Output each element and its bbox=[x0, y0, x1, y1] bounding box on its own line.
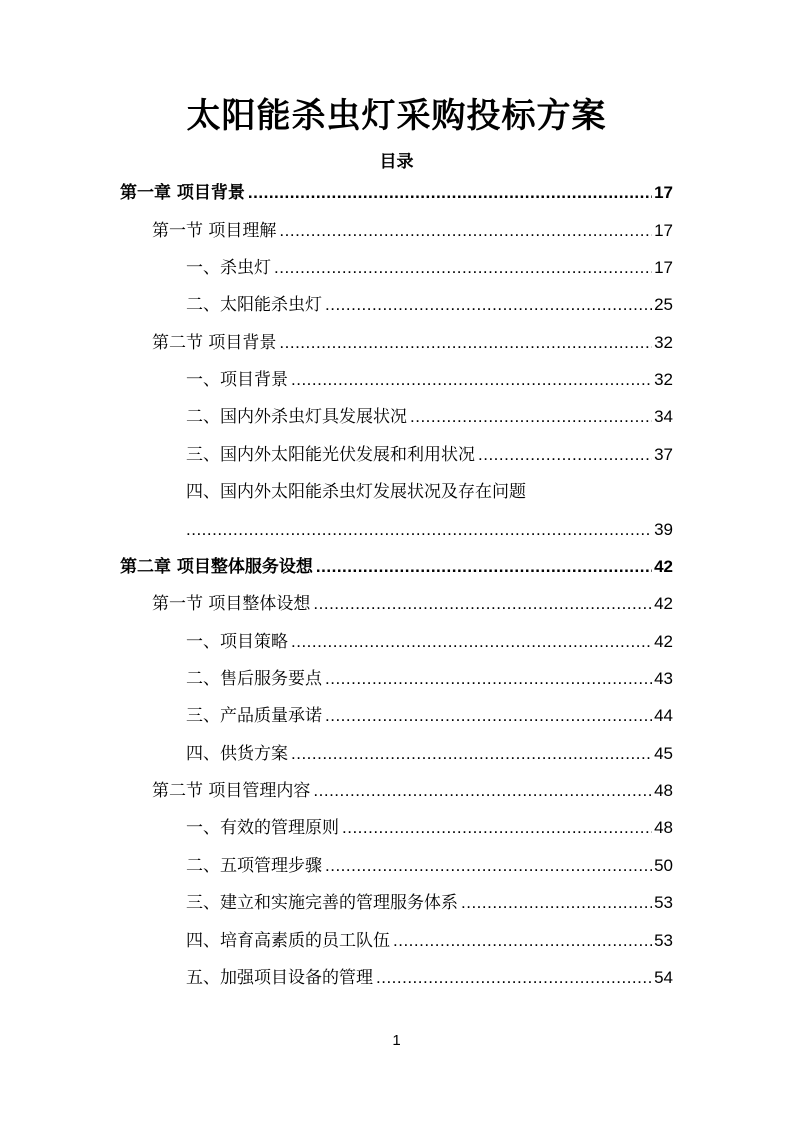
toc-page-number: 32 bbox=[654, 333, 673, 352]
toc-item[interactable] bbox=[186, 740, 673, 768]
toc-leader-dots bbox=[342, 814, 652, 842]
toc-page-number: 32 bbox=[654, 370, 673, 389]
toc-leader-dots bbox=[393, 927, 652, 955]
toc-leader-dots bbox=[325, 702, 652, 730]
toc-leader-dots bbox=[325, 665, 652, 693]
toc-page-number: 37 bbox=[654, 445, 673, 464]
toc-item[interactable] bbox=[186, 889, 673, 917]
toc-section[interactable] bbox=[152, 777, 673, 805]
toc-label: 一、有效的管理原则 bbox=[186, 818, 339, 838]
toc-leader-dots bbox=[274, 254, 652, 282]
toc-leader-dots bbox=[186, 516, 652, 544]
toc-page-number: 53 bbox=[654, 931, 673, 950]
toc-page-number: 45 bbox=[654, 744, 673, 763]
toc-label: 三、国内外太阳能光伏发展和利用状况 bbox=[186, 445, 475, 465]
toc-page-number: 44 bbox=[654, 706, 673, 725]
toc-leader-dots bbox=[313, 777, 652, 805]
toc-label: 三、产品质量承诺 bbox=[186, 706, 322, 726]
toc-page-number: 17 bbox=[654, 183, 673, 202]
toc-leader-dots bbox=[376, 964, 652, 992]
toc-label: 第二章 项目整体服务设想 bbox=[120, 557, 313, 577]
toc-label: 第一节 项目理解 bbox=[152, 221, 277, 241]
toc-page-number: 42 bbox=[654, 594, 673, 613]
toc-leader-dots bbox=[248, 179, 652, 207]
toc-page-number: 43 bbox=[654, 669, 673, 688]
toc-leader-dots bbox=[291, 366, 652, 394]
toc-page-number: 34 bbox=[654, 407, 673, 426]
toc-page-number: 48 bbox=[654, 781, 673, 800]
toc-page-number: 39 bbox=[654, 520, 673, 539]
toc-leader-dots bbox=[325, 852, 652, 880]
toc-chapter-2[interactable] bbox=[120, 553, 673, 581]
toc-label: 第一章 项目背景 bbox=[120, 183, 245, 203]
toc-label: 四、供货方案 bbox=[186, 744, 288, 764]
toc-label: 第一节 项目整体设想 bbox=[152, 594, 311, 614]
toc-label: 一、项目背景 bbox=[186, 370, 288, 390]
toc-section[interactable] bbox=[152, 329, 673, 357]
page-number: 1 bbox=[392, 1032, 401, 1049]
toc-page-number: 17 bbox=[654, 221, 673, 240]
toc-page-number: 17 bbox=[654, 258, 673, 277]
toc-label: 二、国内外杀虫灯具发展状况 bbox=[186, 407, 407, 427]
toc-label: 二、五项管理步骤 bbox=[186, 856, 322, 876]
toc-leader-dots bbox=[325, 291, 652, 319]
toc-label: 第二节 项目背景 bbox=[152, 333, 277, 353]
toc-item[interactable] bbox=[186, 628, 673, 656]
toc-leader-dots bbox=[279, 217, 652, 245]
toc-item[interactable] bbox=[186, 291, 673, 319]
toc-item[interactable] bbox=[186, 702, 673, 730]
toc-label: 一、杀虫灯 bbox=[186, 258, 271, 278]
toc-leader-dots bbox=[461, 889, 652, 917]
toc-section[interactable] bbox=[152, 590, 673, 618]
toc-page-number: 48 bbox=[654, 818, 673, 837]
toc-item[interactable] bbox=[186, 403, 673, 431]
toc-heading: 目录 bbox=[379, 152, 414, 172]
toc-section[interactable] bbox=[152, 217, 673, 245]
toc-leader-dots bbox=[313, 590, 652, 618]
toc-leader-dots bbox=[478, 441, 652, 469]
toc-label: 二、太阳能杀虫灯 bbox=[186, 295, 322, 315]
toc-item[interactable] bbox=[186, 852, 673, 880]
toc-item[interactable] bbox=[186, 441, 673, 469]
toc-label: 二、售后服务要点 bbox=[186, 669, 322, 689]
toc-leader-dots bbox=[279, 329, 652, 357]
toc-chapter-1[interactable] bbox=[120, 179, 673, 207]
toc-item[interactable] bbox=[186, 665, 673, 693]
toc-item[interactable] bbox=[186, 814, 673, 842]
toc-item-continuation[interactable] bbox=[186, 516, 673, 544]
toc-leader-dots bbox=[291, 628, 652, 656]
toc-page-number: 42 bbox=[654, 557, 673, 576]
toc-item[interactable] bbox=[186, 927, 673, 955]
toc-label: 三、建立和实施完善的管理服务体系 bbox=[186, 893, 458, 913]
toc-page-number: 54 bbox=[654, 968, 673, 987]
toc-label-wrapped[interactable]: 四、国内外太阳能杀虫灯发展状况及存在问题 bbox=[186, 482, 526, 502]
toc-label: 第二节 项目管理内容 bbox=[152, 781, 311, 801]
toc-leader-dots bbox=[410, 403, 652, 431]
toc-item[interactable] bbox=[186, 964, 673, 992]
toc-page-number: 50 bbox=[654, 856, 673, 875]
toc-page-number: 42 bbox=[654, 632, 673, 651]
toc-page-number: 53 bbox=[654, 893, 673, 912]
toc-item[interactable] bbox=[186, 254, 673, 282]
toc-page-number: 25 bbox=[654, 295, 673, 314]
toc-item[interactable] bbox=[186, 366, 673, 394]
toc-label: 四、培育高素质的员工队伍 bbox=[186, 931, 390, 951]
toc-label: 一、项目策略 bbox=[186, 632, 288, 652]
toc-leader-dots bbox=[291, 740, 652, 768]
toc-label: 五、加强项目设备的管理 bbox=[186, 968, 373, 988]
document-title: 太阳能杀虫灯采购投标方案 bbox=[186, 96, 607, 136]
toc-leader-dots bbox=[316, 553, 652, 581]
